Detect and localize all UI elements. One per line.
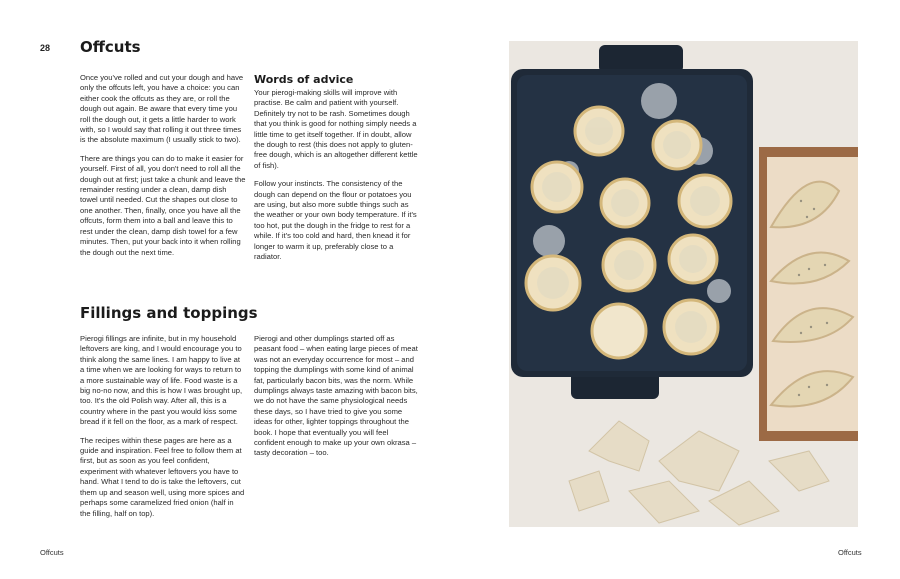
- page-number: 28: [40, 43, 51, 53]
- section-title-advice: Words of advice: [254, 73, 354, 86]
- footer-right: Offcuts: [838, 548, 862, 557]
- offcuts-paragraph-2: There are things you can do to make it easier for yourself. First of all, you don't need to roll all the dough out at first; just take a chunk and leave the remainder resting under a clean, damp dish towel until needed. Cut the shapes out close to one another. Then, finally, once you have all the offcuts, form them into a ball and leave this to rest under the clean, damp dish towel for a few minutes. Then, put your back into it when rolling the dough out the next time.: [80, 153, 246, 257]
- offcuts-paragraph-1: Once you've rolled and cut your dough and have only the offcuts left, you have a choice: you can either cook the offcuts as they are, or roll the dough out again. Be aware that every time you roll the dough out, it gets a little harder to work with, so I would say that rolling it out three times is the absolute maximum (I usually stick to two).: [80, 73, 244, 145]
- footer-left: Offcuts: [40, 548, 64, 557]
- fillings-left-body: [80, 334, 246, 527]
- fillings-paragraph-3: Pierogi and other dumplings started off as peasant food – when eating large pieces of meat was not an everyday occurrence for most – and topping the dumplings with some kind of animal fat, particularly bacon bits, was the norm. While dumplings always taste amazing with bacon bits, we do not have the same physiological needs these days, so I have tried to give you some ideas for other, lighter toppings throughout the book. I hope that eventually you will feel confident enough to make up your own okrasa – tasty decoration – too.: [254, 334, 418, 458]
- advice-paragraph-1: Your pierogi-making skills will improve with practise. Be calm and patient with yourself. Definitely try not to be rash. Sometimes dough that you think is good for nothing simply needs a little time to get itself together. If in doubt, allow the dough to rest (this does not apply to gluten-free dough, which is an altogether different kettle of fish).: [254, 88, 418, 170]
- fillings-paragraph-1: Pierogi fillings are infinite, but in my household leftovers are king, and I would encourage you to think along the same lines. I am happy to live at a time when we are looking for ways to return to a more sustainable way of life. Food waste is a big no-no now, and this is how I was brought up, too. It's the old Polish way. After all, this is a country where in the past you would kiss some bread if it fell on the floor, as a mark of respect.: [80, 334, 243, 427]
- section-title-fillings: Fillings and toppings: [80, 304, 258, 322]
- advice-paragraph-2: Follow your instincts. The consistency of the dough can depend on the flour or potatoes you are using, but also more subtle things such as the weather or your own body temperature. If it's too hot, put the dough in the fridge to rest for a while. If it's too cold and hard, then knead it for longer to warm it up, preferably close to a radiator.: [254, 179, 417, 262]
- pierogi-photo: [509, 41, 858, 527]
- fillings-right-body: [254, 334, 420, 467]
- advice-body: [254, 88, 420, 271]
- fillings-paragraph-2: The recipes within these pages are here as a guide and inspiration. Feel free to follow them at first, but as soon as you feel confident, experiment with whatever leftovers you have to hand. What I tend to do is take the leftovers, cut them up and season well, using more spices and perhaps some caramelized fried onion (half in the filling, half on top).: [80, 435, 245, 518]
- section-title-offcuts: Offcuts: [80, 38, 141, 56]
- offcuts-body: [80, 73, 246, 266]
